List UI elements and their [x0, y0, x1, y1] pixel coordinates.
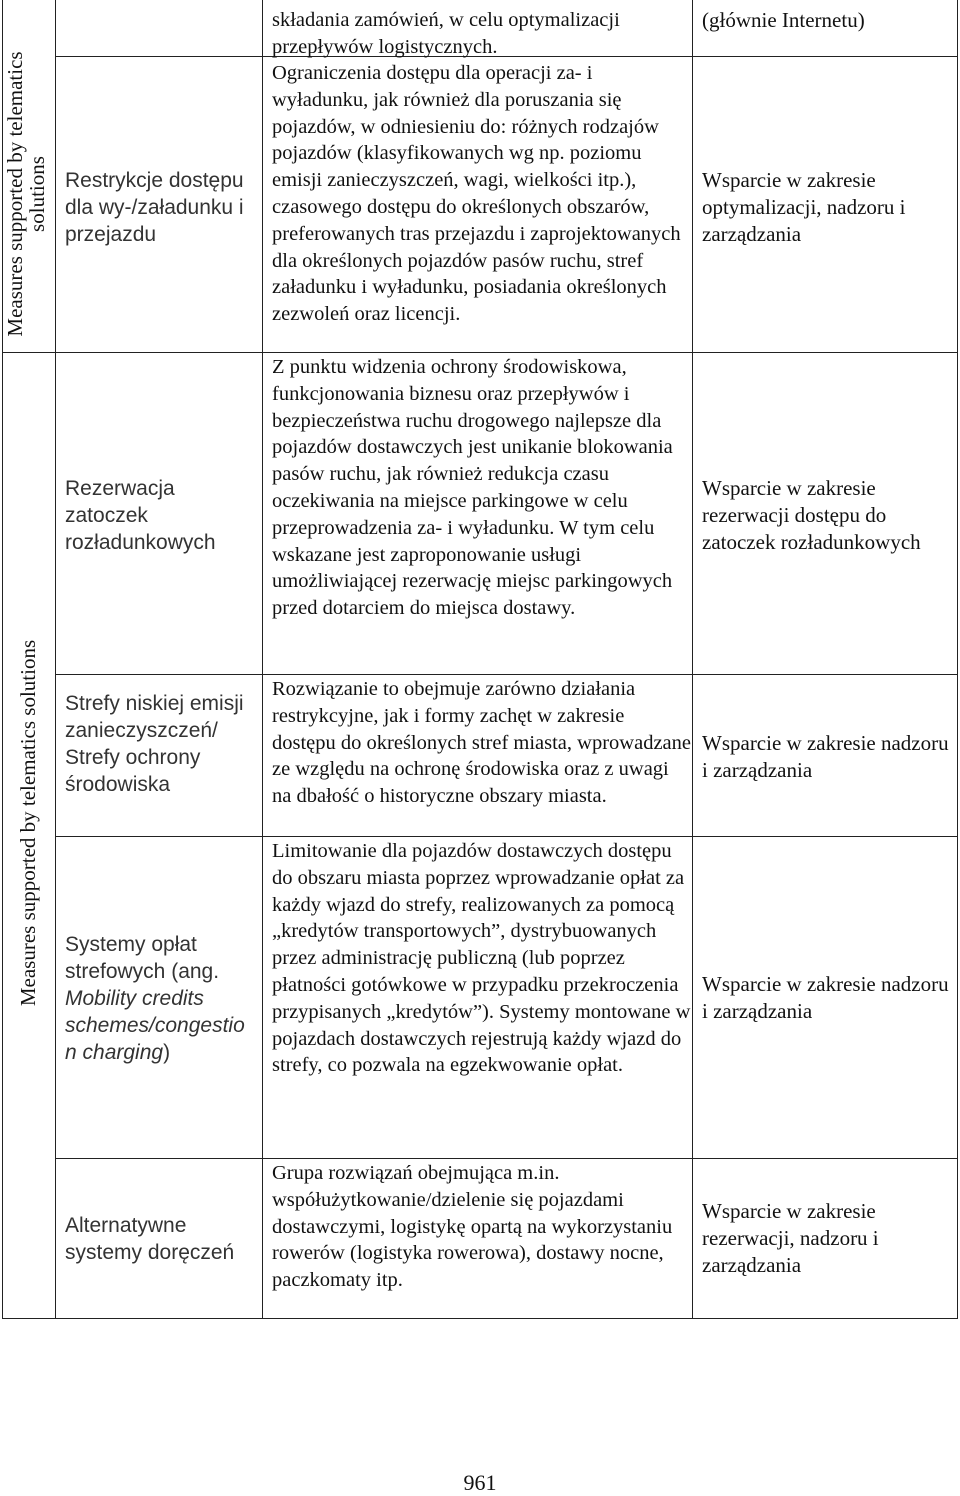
row-1-description: Ograniczenia dostępu dla operacji za- i wyładunku, jak również dla poruszania się pojazdów, w odniesieniu do: różnych rodzajów pojazdów (klasyfikowanych wg np. poziomu emisji zanieczyszczeń, wagi, wielkości itp.), czasowego dostępu do określonych obszarów, preferowanych tras przejazdu i zaprojektowanych dla określonych pojazdów pasów ruchu, stref załadunku i wyładunku, posiadania określonych zezwoleń oraz licencji. — [272, 62, 681, 326]
row-3-measure: Strefy niskiej emisji zanieczyszczeń/ Strefy ochrony środowiska — [65, 692, 244, 796]
row-divider — [55, 674, 958, 675]
row-4-measure: Systemy opłat strefowych (ang. Mobility credits schemes/congestio n charging) — [65, 933, 245, 1064]
table-divider-col2 — [262, 0, 263, 1319]
section-label-bottom: Measures supported by telematics solutions — [16, 639, 40, 1007]
table-border-bottom — [2, 1318, 958, 1319]
row-divider — [55, 1158, 958, 1159]
table-divider-col3 — [692, 0, 693, 1319]
row-4-description: Limitowanie dla pojazdów dostawczych dostępu do obszaru miasta poprzez wprowadzanie opłat za każdy wjazd do strefy, realizowanych za pomocą „kredytów transportowych”, dystrybuowanych przez administrację publiczną (lub poprzez płatności gotówkowe w przypadku przekroczenia przypisanych „kredytów”). Systemy montowane w pojazdach dostawczych rejestrują każdy wjazd do strefy, co pozwala na egzekwowanie opłat. — [272, 840, 691, 1077]
table-divider-col1 — [55, 0, 56, 1319]
row-2-support: Wsparcie w zakresie rezerwacji dostępu do zatoczek rozładunkowych — [702, 476, 921, 554]
row-2-description: Z punktu widzenia ochrony środowiskowa, funkcjonowania biznesu oraz przepływów i bezpieczeństwa ruchu drogowego najlepsze dla pojazdów dostawczych jest unikanie blokowania pasów ruchu, jak również redukcja czasu oczekiwania na miejsce parkingowe w celu przeprowadzenia za- i wyładunku. W tym celu wskazane jest zaproponowanie usługi umożliwiającej rezerwację miejsc parkingowych przed dotarciem do miejsca dostawy. — [272, 356, 673, 620]
row-5-support: Wsparcie w zakresie rezerwacji, nadzoru i zarządzania — [702, 1199, 879, 1277]
row-4-support: Wsparcie w zakresie nadzoru i zarządzania — [702, 972, 949, 1023]
row-3-support: Wsparcie w zakresie nadzoru i zarządzania — [702, 731, 949, 782]
row-4-measure-english: Mobility credits schemes/congestio n charging — [65, 987, 245, 1064]
row-1-support: Wsparcie w zakresie optymalizacji, nadzoru i zarządzania — [702, 168, 906, 246]
row-5-measure: Alternatywne systemy doręczeń — [65, 1214, 235, 1264]
row-5-description: Grupa rozwiązań obejmująca m.in. współużytkowanie/dzielenie się pojazdami dostawczymi, logistykę opartą na wykorzystaniu rowerów (logistyka rowerowa), dostawy nocne, paczkomaty itp. — [272, 1162, 673, 1292]
section-label-top: Measures supported by telematics solutions — [3, 51, 49, 337]
row-3-description: Rozwiązanie to obejmuje zarówno działania restrykcyjne, jak i formy zachęt w zakresie dostępu do określonych stref miasta, wprowadzane ze względu na ochronę środowiska oraz z uwagi na dbałość o historyczne obszary miasta. — [272, 678, 691, 808]
page-number: 961 — [463, 1470, 497, 1495]
row-0-description: składania zamówień, w celu optymalizacji przepływów logistycznych. — [272, 9, 620, 58]
table-border-right — [957, 0, 958, 1319]
row-2-measure: Rezerwacja zatoczek rozładunkowych — [65, 477, 216, 554]
row-divider — [55, 836, 958, 837]
row-1-measure: Restrykcje dostępu dla wy-/załadunku i przejazdu — [65, 169, 244, 246]
row-0-support: (głównie Internetu) — [702, 8, 865, 32]
section-divider — [2, 352, 958, 353]
